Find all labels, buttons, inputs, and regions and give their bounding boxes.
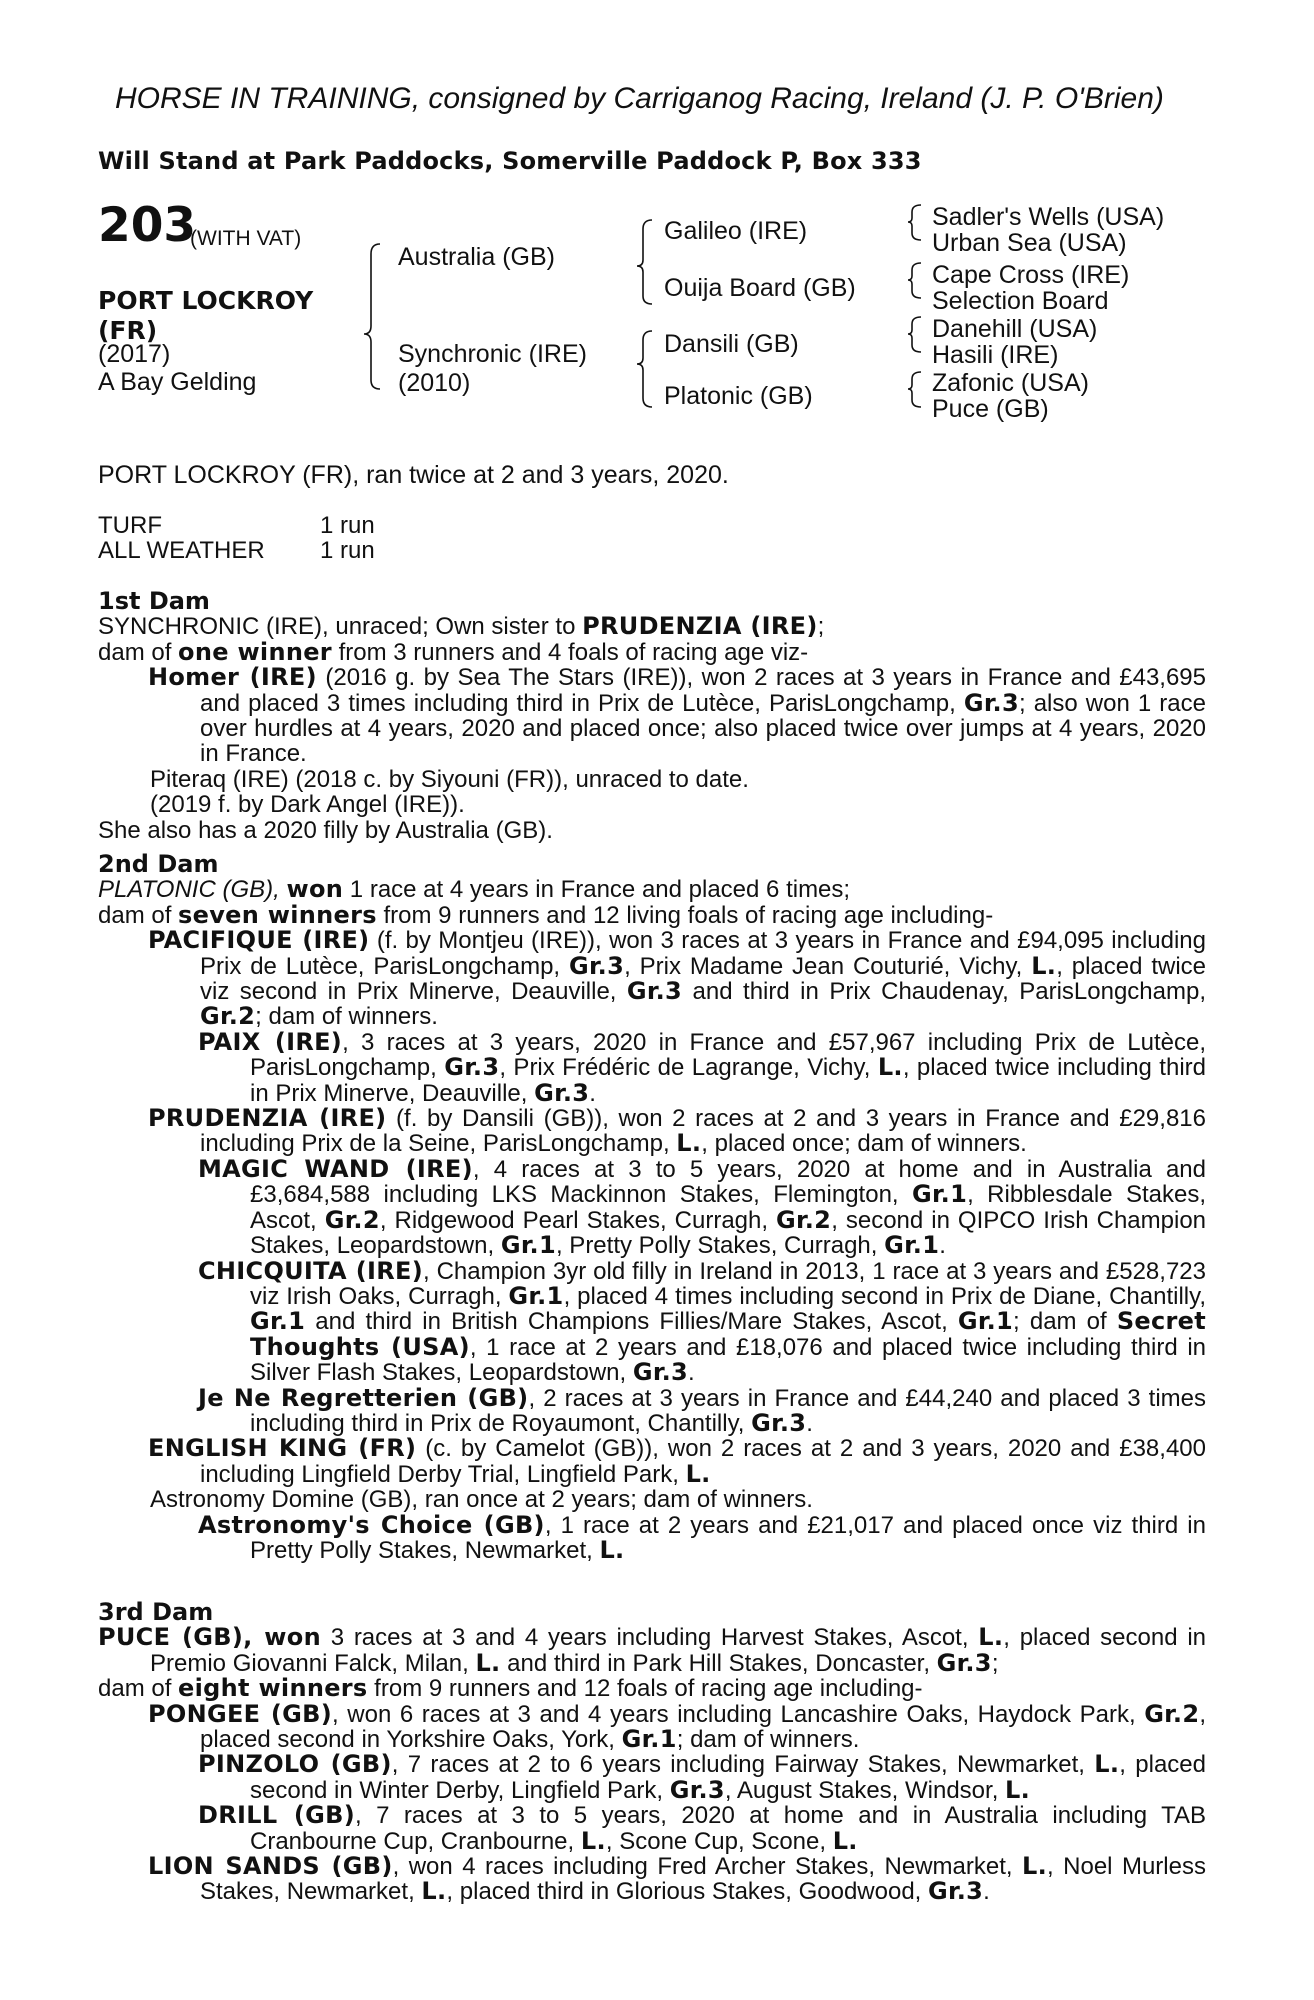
text-run: seven winners (178, 900, 377, 929)
text-run: and third in British Champions Fillies/Mare Stakes, Ascot, (305, 1308, 958, 1336)
second-dam-line (98, 877, 1206, 902)
text-run: L. (832, 1826, 858, 1855)
sire-dam-name: Ouija Board (GB) (664, 274, 856, 302)
text-run: Homer (IRE) (148, 663, 317, 692)
text-run: from 3 runners and 4 foals of racing age viz- (331, 638, 809, 666)
produce-2020-filly: She also has a 2020 filly by Australia (GB). (98, 816, 553, 844)
text-run: Gr.3 (936, 1648, 992, 1677)
text-run: PINZOLO (GB) (198, 1750, 392, 1779)
text-run: L. (1094, 1750, 1120, 1779)
text-run: PRUDENZIA (IRE) (582, 612, 818, 641)
dam-dam-name: Platonic (GB) (664, 382, 813, 410)
second-dam-section (98, 852, 1206, 1563)
dam-name: Synchronic (IRE) (398, 340, 587, 368)
text-run: Gr.1 (508, 1281, 564, 1310)
text-run: PRUDENZIA (IRE) (148, 1104, 387, 1133)
text-run: Gr.3 (626, 977, 683, 1006)
text-run: , placed third in Glorious Stakes, Goodwood, (446, 1878, 929, 1906)
text-run: ; dam of winners. (255, 1003, 438, 1031)
text-run: PUCE (GB), won (98, 1623, 321, 1652)
horse-description: A Bay Gelding (98, 368, 257, 396)
text-run: Gr.1 (500, 1231, 556, 1260)
text-run: L. (475, 1648, 501, 1677)
text-run: one winner (178, 637, 332, 666)
text-run: ; also won 1 race over hurdles at 4 years, 2020 and placed once; also placed twice over jumps at 4 years, 2020 in France. (200, 689, 1206, 768)
third-dam-line (98, 1625, 1206, 1676)
text-run: won (286, 875, 344, 904)
text-run: dam of (98, 1675, 179, 1703)
text-run: L. (421, 1877, 447, 1906)
text-run: , placed second in Winter Derby, Lingfield Park, (250, 1751, 1206, 1804)
text-run: and third in Park Hill Stakes, Doncaster, (500, 1649, 937, 1677)
text-run: Gr.1 (957, 1307, 1014, 1336)
text-run: PONGEE (GB) (148, 1699, 333, 1728)
text-run: , Prix Madame Jean Couturié, Vichy, (624, 952, 1032, 980)
text-run: L. (676, 1129, 702, 1158)
produce-english-king (98, 1436, 1206, 1487)
produce-pongee (98, 1699, 1206, 1754)
vat-note: (WITH VAT) (190, 227, 302, 250)
text-run: Gr.2 (324, 1205, 380, 1234)
produce-drill (98, 1803, 1206, 1854)
text-run: DRILL (GB) (198, 1801, 355, 1830)
text-run: , placed 4 times including second in Prix de Diane, Chantilly, (563, 1282, 1206, 1310)
text-run: , placed second in Yorkshire Oaks, York, (200, 1700, 1206, 1754)
produce-astronomys-choice (98, 1510, 1206, 1564)
race-record (98, 513, 1206, 564)
brace-g-3 (908, 317, 921, 352)
text-run: ; (991, 1649, 999, 1677)
sire-sire-name: Galileo (IRE) (664, 217, 808, 245)
produce-pinzolo (98, 1752, 1206, 1803)
ancestor-g2: Urban Sea (USA) (932, 229, 1127, 257)
text-run: , 2 races at 3 years in France and £44,240 and placed 3 times including third in Prix de Royaumont, Chantilly, (250, 1384, 1206, 1437)
text-run: Gr.3 (928, 1877, 984, 1906)
produce-piteraq: Piteraq (IRE) (2018 c. by Siyouni (FR)), unraced to date. (150, 765, 749, 793)
text-run: (2016 g. by Sea The Stars (IRE)), won 2 races at 3 years in France and £43,695 and placed 3 times including third in Prix de Lutèce, ParisLongchamp, (200, 664, 1206, 717)
text-run: from 9 runners and 12 living foals of racing age including- (376, 901, 994, 929)
text-run: Gr.3 (751, 1408, 807, 1437)
text-run: , won 6 races at 3 and 4 years including Lancashire Oaks, Haydock Park, (332, 1700, 1145, 1728)
ancestor-g3: Cape Cross (IRE) (932, 261, 1130, 289)
text-run: Gr.3 (568, 951, 625, 980)
text-run: , Pretty Polly Stakes, Curragh, (555, 1232, 885, 1260)
dam-year: (2010) (398, 369, 471, 397)
text-run: dam of (98, 638, 179, 666)
text-run: LION SANDS (GB) (148, 1852, 393, 1881)
text-run: Gr.3 (444, 1053, 500, 1082)
text-run: from 9 runners and 12 foals of racing age including- (367, 1675, 923, 1703)
text-run: and third in Prix Chaudenay, ParisLongchamp, (682, 978, 1206, 1006)
text-run: , 3 races at 3 years, 2020 in France and £57,967 including Prix de Lutèce, ParisLongchamp, (250, 1028, 1206, 1082)
text-run: 3 races at 3 and 4 years including Harvest Stakes, Ascot, (320, 1624, 979, 1652)
text-run: L. (685, 1459, 711, 1488)
text-run: Gr.3 (534, 1078, 590, 1107)
text-run: Gr.2 (1144, 1699, 1200, 1728)
text-run: , Noel Murless Stakes, Newmarket, (200, 1853, 1206, 1906)
text-run: , placed second in Premio Giovanni Falck, Milan, (150, 1624, 1207, 1677)
text-run: , August Stakes, Windsor, (724, 1776, 1006, 1804)
brace-sire (637, 220, 652, 304)
first-dam-section (98, 589, 1206, 843)
second-dam-heading: 2nd Dam (98, 850, 219, 878)
horse-name-line2: (FR) (98, 316, 158, 345)
text-run: , Ridgewood Pearl Stakes, Curragh, (379, 1206, 777, 1234)
produce-2019-filly: (2019 f. by Dark Angel (IRE)). (150, 791, 465, 819)
all-weather-value: 1 run (320, 537, 375, 565)
text-run: Gr.3 (963, 688, 1019, 717)
first-dam-heading: 1st Dam (98, 587, 210, 615)
text-run: (f. by Montjeu (IRE)), won 3 races at 3 years in France and £94,095 including Prix de Lutèce, ParisLongchamp, (200, 927, 1206, 980)
text-run: Gr.2 (776, 1205, 832, 1234)
text-run: , placed twice including third in Prix Minerve, Deauville, (250, 1054, 1206, 1107)
text-run: eight winners (178, 1674, 368, 1703)
text-run: . (983, 1878, 990, 1906)
all-weather-row (98, 538, 1206, 563)
produce-lion-sands (98, 1854, 1206, 1905)
text-run: ; (817, 613, 825, 641)
text-run: . (589, 1079, 596, 1107)
third-dam-produce-line (98, 1676, 1206, 1701)
text-run: , 7 races at 3 to 5 years, 2020 at home and in Australia including TAB Cranbourne Cup, Cranbourne, (250, 1802, 1207, 1855)
text-run: ENGLISH KING (FR) (148, 1434, 417, 1463)
text-run: , 4 races at 3 to 5 years, 2020 at home and in Australia and £3,684,588 including LKS Mackinnon Stakes, Flemington, (250, 1155, 1206, 1209)
third-dam-heading: 3rd Dam (98, 1598, 214, 1626)
produce-prudenzia (98, 1106, 1206, 1157)
text-run: Gr.1 (250, 1307, 306, 1336)
produce-magic-wand (98, 1154, 1207, 1260)
dam-sire-name: Dansili (GB) (664, 330, 799, 358)
brace-g-4 (908, 372, 921, 407)
text-run: Gr.3 (669, 1775, 725, 1804)
brace-g-1 (908, 205, 921, 240)
text-run: L. (1031, 951, 1057, 980)
text-run: L. (580, 1826, 606, 1855)
turf-label: TURF (98, 512, 162, 539)
produce-homer (98, 665, 1206, 767)
stand-location: Will Stand at Park Paddocks, Somerville Paddock P, Box 333 (98, 147, 922, 175)
text-run: . (806, 1409, 813, 1437)
text-run: 1 race at 4 years in France and placed 6 times; (343, 876, 851, 904)
text-run: PAIX (IRE) (198, 1027, 343, 1056)
ancestor-g4: Selection Board (932, 287, 1109, 315)
text-run: PLATONIC (GB), (98, 876, 287, 904)
brace-g-2 (908, 263, 921, 298)
text-run: Gr.1 (911, 1180, 968, 1209)
text-run: L. (1005, 1775, 1031, 1804)
third-dam-section (98, 1600, 1206, 1905)
ancestor-g8: Puce (GB) (932, 395, 1049, 423)
text-run: Gr.2 (200, 1002, 256, 1031)
text-run: PACIFIQUE (IRE) (148, 926, 370, 955)
race-summary: PORT LOCKROY (FR), ran twice at 2 and 3 years, 2020. (98, 461, 729, 489)
text-run: (f. by Dansili (GB)), won 2 races at 2 and 3 years in France and £29,816 including Prix de la Seine, ParisLongchamp, (200, 1105, 1206, 1158)
first-dam-produce-line (98, 637, 1206, 666)
turf-row (98, 513, 1206, 538)
text-run: L. (1022, 1852, 1048, 1881)
catalogue-header: HORSE IN TRAINING, consigned by Carriganog Racing, Ireland (J. P. O'Brien) (115, 82, 1164, 115)
ancestor-g5: Danehill (USA) (932, 315, 1098, 343)
produce-chicquita (98, 1256, 1207, 1387)
text-run: L. (599, 1535, 625, 1564)
produce-astronomy-domine: Astronomy Domine (GB), ran once at 2 years; dam of winners. (150, 1486, 813, 1514)
text-run: Astronomy's Choice (GB) (198, 1510, 545, 1539)
text-run: ; dam of winners. (676, 1726, 860, 1754)
turf-value: 1 run (320, 512, 375, 539)
text-run: . (939, 1232, 946, 1260)
lot-number: 203 (98, 198, 197, 253)
sire-name: Australia (GB) (398, 243, 555, 271)
second-dam-produce-line (98, 900, 1206, 929)
text-run: , 1 race at 2 years and £18,076 and placed twice including third in Silver Flash Stakes, Leopardstown, (250, 1333, 1207, 1387)
all-weather-label: ALL WEATHER (98, 537, 265, 565)
text-run: SYNCHRONIC (IRE), unraced; Own sister to (98, 613, 583, 641)
text-run: Secret Thoughts (USA) (250, 1307, 1207, 1361)
ancestor-g7: Zafonic (USA) (932, 369, 1089, 397)
brace-main (364, 244, 380, 389)
text-run: Gr.3 (632, 1358, 688, 1387)
text-run: . (688, 1359, 695, 1387)
text-run: , Scone Cup, Scone, (605, 1827, 833, 1855)
text-run: Je Ne Regretterien (GB) (198, 1383, 529, 1412)
text-run: , placed twice viz second in Prix Minerve, Deauville, (200, 952, 1207, 1006)
text-run: (c. by Camelot (GB)), won 2 races at 2 and 3 years, 2020 and £38,400 including Lingfield Derby Trial, Lingfield Park, (200, 1435, 1206, 1488)
text-run: L. (877, 1053, 903, 1082)
produce-pacifique (98, 928, 1206, 1030)
text-run: , Champion 3yr old filly in Ireland in 2013, 1 race at 3 years and £528,723 viz Irish Oaks, Curragh, (250, 1257, 1206, 1310)
text-run: , won 4 races including Fred Archer Stakes, Newmarket, (392, 1853, 1022, 1881)
text-run: , second in QIPCO Irish Champion Stakes, Leopardstown, (250, 1206, 1207, 1260)
produce-je-ne-regretterien (98, 1383, 1206, 1437)
text-run: , 7 races at 2 to 6 years including Fairway Stakes, Newmarket, (391, 1751, 1095, 1779)
horse-year: (2017) (98, 340, 171, 368)
text-run: ; dam of (1013, 1308, 1117, 1336)
text-run: , Prix Frédéric de Lagrange, Vichy, (499, 1054, 878, 1082)
text-run: Gr.1 (621, 1725, 677, 1754)
text-run: , placed once; dam of winners. (701, 1130, 1027, 1158)
horse-name-line1: PORT LOCKROY (98, 286, 314, 315)
first-dam-line (98, 614, 1206, 639)
text-run: MAGIC WAND (IRE) (198, 1154, 473, 1183)
text-run: CHICQUITA (IRE) (198, 1256, 423, 1285)
text-run: , 1 race at 2 years and £21,017 and placed once viz third in Pretty Polly Stakes, Newmarket, (250, 1511, 1206, 1564)
text-run: Gr.1 (884, 1231, 940, 1260)
text-run: , Ribblesdale Stakes, Ascot, (250, 1181, 1206, 1234)
text-run: dam of (98, 901, 179, 929)
text-run: L. (978, 1623, 1004, 1652)
brace-dam (637, 331, 652, 407)
produce-paix (98, 1027, 1206, 1107)
ancestor-g1: Sadler's Wells (USA) (932, 203, 1165, 231)
ancestor-g6: Hasili (IRE) (932, 341, 1059, 369)
